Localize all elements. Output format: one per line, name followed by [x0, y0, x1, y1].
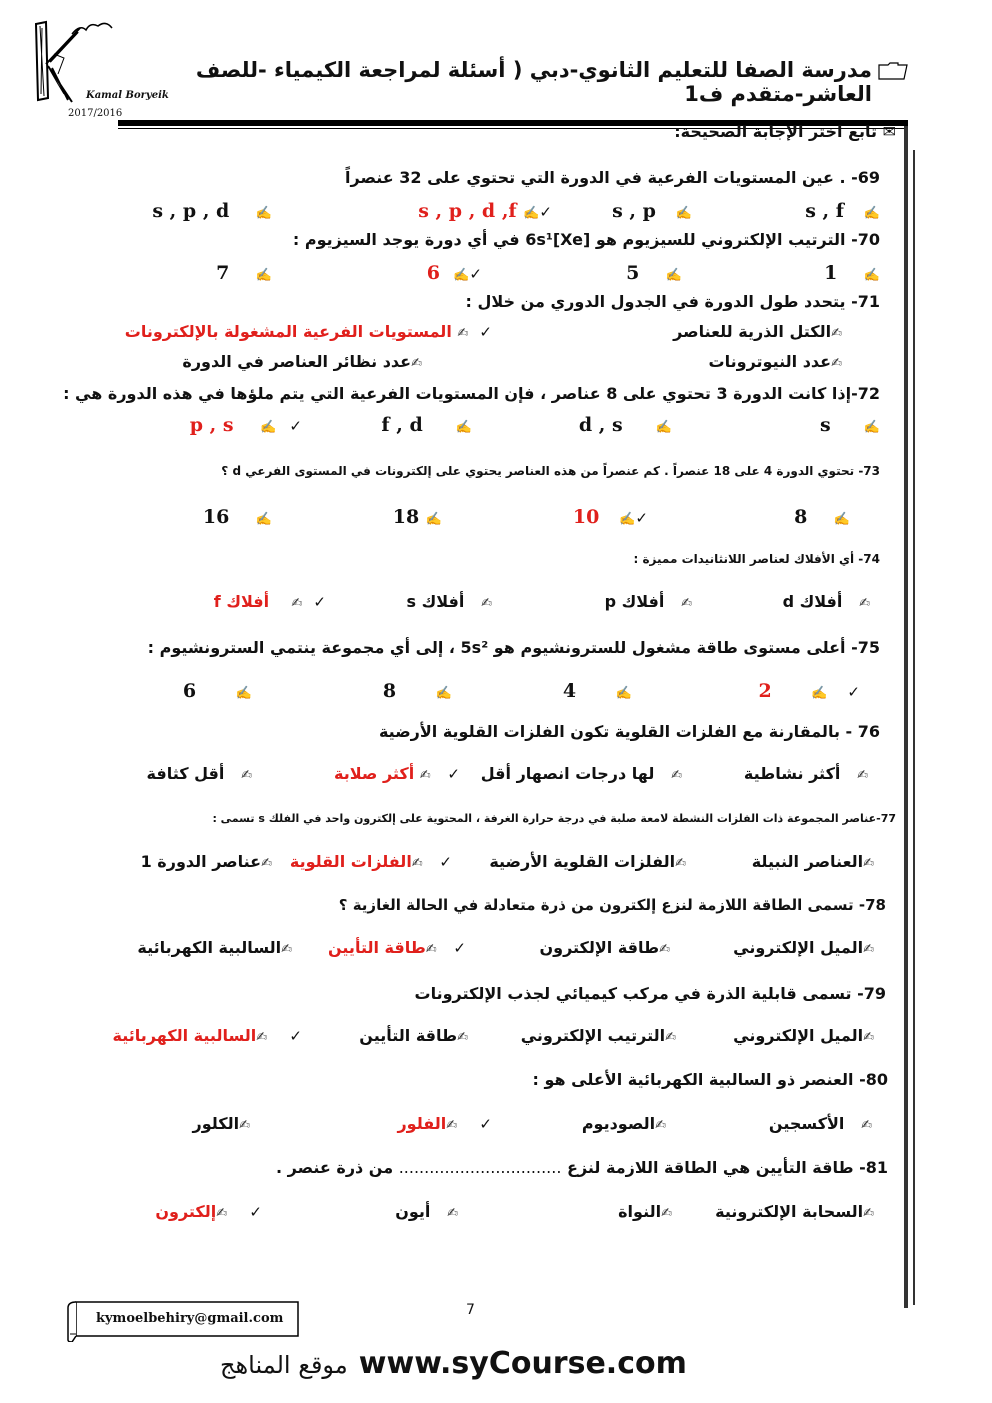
pen-icon: ✍ — [457, 1030, 468, 1045]
check-icon: ✓ — [249, 1203, 262, 1221]
option-71-c: ✍عدد النيوترونات — [708, 352, 842, 371]
option-70-a: ✍ 1 — [824, 262, 880, 284]
check-icon: ✓ — [289, 417, 302, 435]
pen-icon: ✍ — [861, 1118, 872, 1133]
page-border-line-inner — [913, 150, 915, 1305]
pen-icon: ✍ — [425, 942, 437, 957]
option-70-c: ✓✍ 6 — [426, 262, 482, 284]
pen-icon: ✍ — [681, 596, 692, 611]
site-watermark — [220, 1346, 780, 1381]
option-69-c: ✓✍ s , p , d ,f — [418, 200, 552, 222]
pen-icon: ✍ — [675, 856, 686, 871]
option-79-b: ✍الترتيب الإلكتروني — [520, 1026, 676, 1045]
question-75: 75- أعلى مستوى طاقة مشغول للسترونشيوم هو 5s² ، إلى أي مجموعة ينتمي السترونشيوم : — [147, 638, 880, 657]
pen-icon: ✍ — [671, 768, 682, 783]
pen-icon: ✍ — [255, 206, 272, 221]
pen-icon: ✍ — [863, 856, 874, 871]
pen-icon: ✍ — [256, 1030, 268, 1045]
option-79-d: ✓ ✍السالبية الكهربائية — [112, 1026, 302, 1045]
option-81-d: ✓ ✍إلكترون — [155, 1202, 262, 1221]
option-78-b: ✍طاقة الإلكترون — [539, 938, 670, 957]
option-79-c: ✍طاقة التأيين — [359, 1026, 468, 1045]
pen-icon: ✍ — [435, 686, 452, 701]
option-69-a: ✍ s , f — [805, 200, 880, 222]
pen-icon: ✍ — [615, 686, 632, 701]
option-81-c: ✍ أيون — [395, 1202, 458, 1221]
option-72-d: ✓ ✍ p , s — [189, 414, 302, 436]
pen-icon: ✍ — [455, 420, 472, 435]
pen-icon: ✍ — [255, 512, 272, 527]
question-76: 76 - بالمقارنة مع الفلزات القلوية تكون الفلزات القلوية الأرضية — [378, 722, 880, 741]
option-71-b: ✓ ✍ المستويات الفرعية المشغولة بالإلكترونات — [124, 322, 492, 341]
question-77: 77-عناصر المجموعة ذات الفلزات النشطة لامعة صلبة في درجة حرارة الغرفة ، المحتوية على إلكترون واحد في الفلك s تسمى : — [212, 812, 896, 825]
pen-icon: ✍ — [811, 686, 828, 701]
option-72-c: ✍ f , d — [381, 414, 472, 436]
pen-icon: ✍ — [619, 512, 636, 527]
pen-icon: ✍ — [863, 942, 874, 957]
watermark-arabic: موقع المناهج — [220, 1351, 348, 1379]
pen-icon: ✍ — [863, 206, 880, 221]
option-80-d: ✍الكلور — [192, 1114, 250, 1133]
option-71-d: ✍عدد نظائر العناصر في الدورة — [182, 352, 422, 371]
option-76-c: ✓ ✍ أكثر صلابة — [334, 764, 460, 783]
pen-icon: ✍ — [411, 856, 423, 871]
pen-icon: ✍ — [446, 1118, 458, 1133]
question-73: 73- تحتوي الدورة 4 على 18 عنصراً . كم عنصراً من هذه العناصر يحتوي على إلكترونات في المستوى الفرعي d ؟ — [221, 464, 880, 478]
pen-icon: ✍ — [260, 420, 277, 435]
option-73-b: ✓✍ 10 — [572, 506, 648, 528]
pen-icon: ✍ — [859, 596, 870, 611]
option-70-d: ✍ 7 — [216, 262, 272, 284]
question-70: 70- الترتيب الإلكتروني للسيزيوم هو [Xe]6s¹ في أي دورة يوجد السيزيوم : — [292, 230, 880, 249]
option-77-c: ✓ ✍الفلزات القلوية — [289, 852, 452, 871]
pen-icon: ✍ — [453, 268, 470, 283]
page-border-line — [904, 126, 908, 1308]
option-71-a: ✍الكتل الذرية للعناصر — [673, 322, 842, 341]
option-70-b: ✍ 5 — [626, 262, 682, 284]
pen-icon: ✍ — [831, 326, 842, 341]
question-69: 69- . عين المستويات الفرعية في الدورة التي تحتوي على 32 عنصراً — [345, 168, 880, 187]
option-69-d: ✍ s , p , d — [152, 200, 272, 222]
option-81-b: ✍النواة — [618, 1202, 672, 1221]
question-79: 79- تسمى قابلية الذرة في مركب كيميائي لجذب الإلكترونات — [414, 984, 886, 1003]
option-77-b: ✍الفلزات القلوية الأرضية — [489, 852, 686, 871]
pen-icon: ✍ — [281, 942, 292, 957]
pen-icon: ✍ — [447, 1206, 458, 1221]
question-78: 78- تسمى الطاقة اللازمة لنزع إلكترون من ذرة متعادلة في الحالة الغازية ؟ — [338, 896, 886, 914]
option-73-a: ✍ 8 — [794, 506, 850, 528]
option-80-c: ✓ ✍الفلور — [397, 1114, 492, 1133]
pen-icon: ✍ — [659, 942, 670, 957]
option-76-a: ✍ أكثر نشاطية — [743, 764, 868, 783]
pen-icon: ✍ — [481, 596, 492, 611]
option-77-d: ✍عناصر الدورة 1 — [140, 852, 272, 871]
check-icon: ✓ — [453, 939, 466, 957]
option-73-c: ✍ 18 — [392, 506, 442, 528]
pen-icon: ✍ — [863, 420, 880, 435]
pen-icon: ✍ — [523, 206, 540, 221]
folder-icon — [878, 62, 908, 80]
pen-icon: ✍ — [239, 1118, 250, 1133]
option-74-c: ✍ أفلاك s — [406, 592, 492, 611]
pen-icon: ✍ — [661, 1206, 672, 1221]
section-heading: ✉ تابع اختر الإجابة الصحيحة: — [674, 122, 896, 141]
check-icon: ✓ — [847, 683, 860, 701]
pen-icon: ✍ — [857, 768, 868, 783]
pen-icon: ✍ — [291, 596, 303, 611]
option-69-b: ✍ s , p — [612, 200, 692, 222]
pen-icon: ✍ — [425, 512, 442, 527]
question-81: 81- طاقة التأيين هي الطاقة اللازمة لنزع ................................ من ذرة عنصر . — [275, 1158, 888, 1177]
option-76-b: ✍ لها درجات انصهار أقل — [480, 764, 682, 783]
question-80: 80- العنصر ذو السالبية الكهربائية الأعلى هو : — [532, 1070, 888, 1089]
option-81-a: ✍السحابة الإلكترونية — [715, 1202, 874, 1221]
pen-icon: ✍ — [863, 268, 880, 283]
option-77-a: ✍العناصر النبيلة — [751, 852, 874, 871]
option-78-d: ✍السالبية الكهربائية — [137, 938, 292, 957]
option-78-c: ✓ ✍طاقة التأيين — [328, 938, 466, 957]
question-74: 74- أي الأفلاك لعناصر اللانثانيدات مميزة : — [633, 552, 880, 566]
check-icon: ✓ — [479, 1115, 492, 1133]
pen-icon: ✍ — [216, 1206, 228, 1221]
pen-icon: ✍ — [235, 686, 252, 701]
pen-icon: ✍ — [457, 326, 469, 341]
option-75-a: ✓ ✍ 2 — [758, 680, 860, 702]
option-76-d: ✍ أقل كثافة — [146, 764, 252, 783]
option-75-c: ✍ 8 — [382, 680, 452, 702]
check-icon: ✓ — [289, 1027, 302, 1045]
check-icon: ✓ — [469, 265, 482, 283]
option-78-a: ✍الميل الإلكتروني — [733, 938, 874, 957]
pen-icon: ✍ — [863, 1030, 874, 1045]
page-title: مدرسة الصفا للتعليم الثانوي-دبي ( أسئلة لمراجعة الكيمياء -للصف العاشر-متقدم ف1 — [195, 58, 872, 106]
check-icon: ✓ — [313, 593, 326, 611]
pen-icon: ✍ — [655, 1118, 666, 1133]
pen-icon: ✍ — [255, 268, 272, 283]
pen-icon: ✍ — [863, 1206, 874, 1221]
option-79-a: ✍الميل الإلكتروني — [733, 1026, 874, 1045]
pen-icon: ✍ — [411, 356, 422, 371]
option-75-b: ✍ 4 — [562, 680, 632, 702]
fill-in-blank: ................................ — [398, 1158, 562, 1177]
pen-icon: ✍ — [665, 268, 682, 283]
option-80-a: ✍ الأكسجين — [768, 1114, 872, 1133]
check-icon: ✓ — [635, 509, 648, 527]
option-75-d: ✍ 6 — [182, 680, 252, 702]
pen-icon: ✍ — [833, 512, 850, 527]
envelope-icon: ✉ — [882, 122, 896, 141]
option-74-d: ✓ ✍ أفلاك f — [213, 592, 326, 611]
page-number: 7 — [466, 1302, 475, 1318]
check-icon: ✓ — [447, 765, 460, 783]
question-72: 72-إذا كانت الدورة 3 تحتوي على 8 عناصر ، فإن المستويات الفرعية التي يتم ملؤها في هذه الدورة هي : — [63, 384, 880, 403]
pen-icon: ✍ — [261, 856, 272, 871]
option-72-a: ✍ s — [820, 414, 880, 436]
pen-icon: ✍ — [831, 356, 842, 371]
check-icon: ✓ — [439, 853, 452, 871]
pen-icon: ✍ — [675, 206, 692, 221]
pen-icon: ✍ — [665, 1030, 676, 1045]
check-icon: ✓ — [539, 203, 552, 221]
option-72-b: ✍ d , s — [578, 414, 672, 436]
watermark-url: www.syCourse.com — [358, 1346, 687, 1381]
pen-icon: ✍ — [419, 768, 431, 783]
school-year: 2017/2016 — [68, 108, 123, 119]
author-name: Kamal Boryeik — [86, 90, 169, 101]
option-74-b: ✍ أفلاك p — [604, 592, 692, 611]
option-74-a: ✍ أفلاك d — [782, 592, 870, 611]
pen-icon: ✍ — [655, 420, 672, 435]
contact-email: kymoelbehiry@gmail.com — [96, 1311, 284, 1326]
option-80-b: ✍الصوديوم — [581, 1114, 666, 1133]
check-icon: ✓ — [479, 323, 492, 341]
question-71: 71- يتحدد طول الدورة في الجدول الدوري من خلال : — [465, 292, 880, 311]
pen-icon: ✍ — [241, 768, 252, 783]
option-73-d: ✍ 16 — [202, 506, 272, 528]
